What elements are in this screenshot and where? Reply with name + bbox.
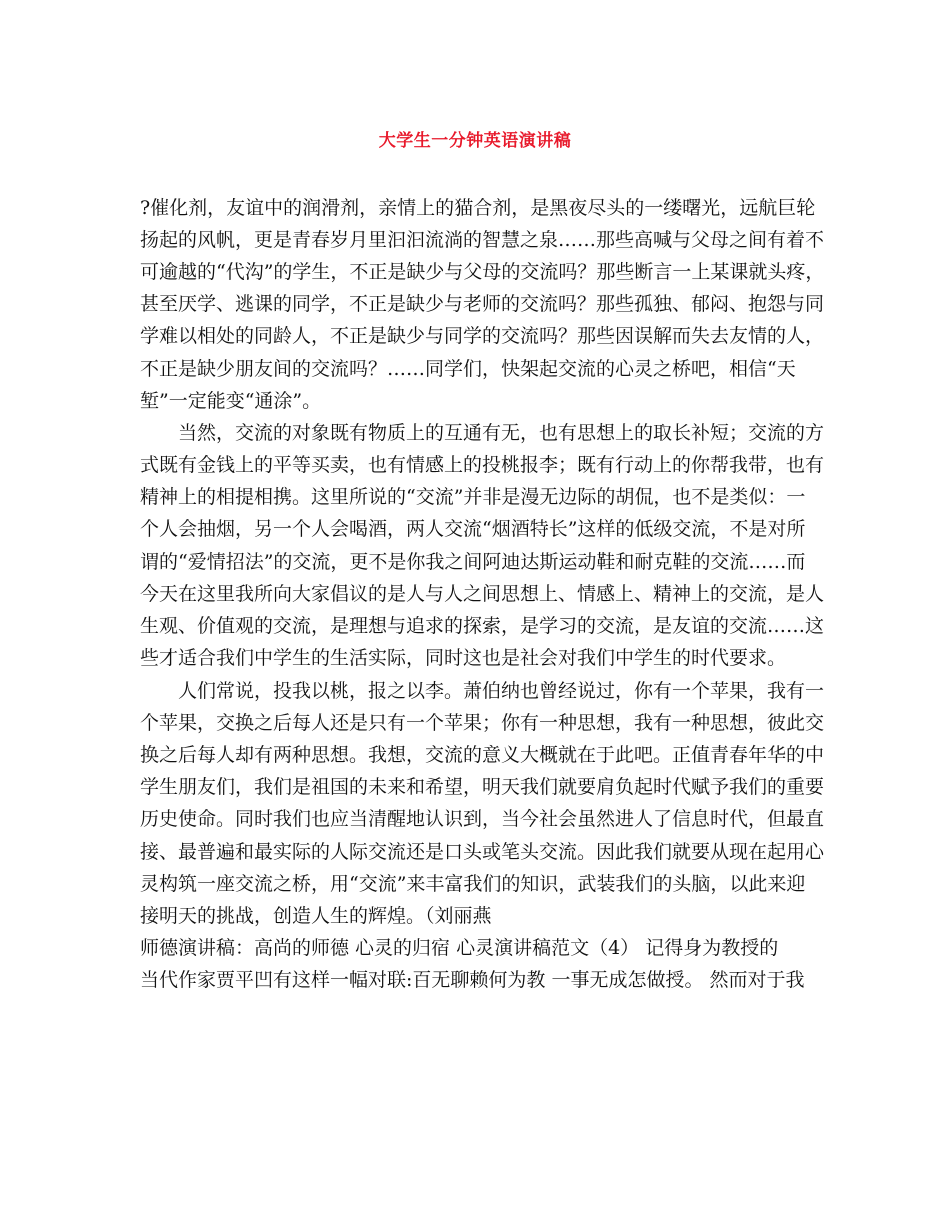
text-line: 人们常说，投我以桃，报之以李。萧伯纳也曾经说过，你有一个苹果，我有一 [140, 680, 825, 702]
text-line: ?催化剂，友谊中的润滑剂，亲情上的猫合剂，是黑夜尽头的一缕曙光，远航巨轮 [140, 197, 816, 219]
text-line: 当代作家贾平凹有这样一幅对联:百无聊赖何为教 一事无成怎做授。 然而对于我 [140, 969, 805, 991]
text-line: 接、最普遍和最实际的人际交流还是口头或笔头交流。因此我们就要从现在起用心 [140, 841, 825, 863]
text-line: 换之后每人却有两种思想。我想，交流的意义大概就在于此吧。正值青春年华的中 [140, 744, 825, 766]
text-line: 接明天的挑战，创造人生的辉煌。（刘丽燕 [140, 905, 492, 927]
text-line: 不正是缺少朋友间的交流吗？……同学们，快架起交流的心灵之桥吧，相信“天 [140, 358, 796, 380]
document-title: 大学生一分钟英语演讲稿 [378, 131, 572, 151]
text-line: 精神上的相提相携。这里所说的“交流”并非是漫无边际的胡侃，也不是类似：一 [140, 486, 806, 508]
text-line: 学生朋友们，我们是祖国的未来和希望，明天我们就要肩负起时代赋予我们的重要 [140, 776, 825, 798]
text-line: 个人会抽烟，另一个人会喝酒，两人交流“烟酒特长”这样的低级交流，不是对所 [140, 518, 806, 540]
text-line: 谓的“爱情招法”的交流，更不是你我之间阿迪达斯运动鞋和耐克鞋的交流……而 [140, 551, 806, 573]
text-line: 历史使命。同时我们也应当清醒地认识到，当今社会虽然进人了信息时代，但最直 [140, 808, 825, 830]
text-line: 堑”一定能变“通涂”。 [140, 390, 322, 412]
text-line: 当然，交流的对象既有物质上的互通有无，也有思想上的取长补短；交流的方 [140, 422, 825, 444]
text-line: 灵构筑一座交流之桥，用“交流”来丰富我们的知识，武装我们的头脑，以此来迎 [140, 873, 806, 895]
text-line: 可逾越的“代沟”的学生，不正是缺少与父母的交流吗？那些断言一上某课就头疼， [140, 261, 825, 283]
text-line: 生观、价值观的交流，是理想与追求的探索，是学习的交流，是友谊的交流……这 [140, 615, 825, 637]
text-line: 扬起的风帆，更是青春岁月里汩汩流淌的智慧之泉……那些高喊与父母之间有着不 [140, 229, 825, 251]
text-line: 今天在这里我所向大家倡议的是人与人之间思想上、情感上、精神上的交流，是人 [140, 583, 825, 605]
text-line: 学难以相处的同龄人，不正是缺少与同学的交流吗？那些因误解而失去友情的人， [140, 325, 825, 347]
text-line: 师德演讲稿：高尚的师德 心灵的归宿 心灵演讲稿范文（4） 记得身为教授的 [140, 937, 779, 959]
text-line: 甚至厌学、逃课的同学，不正是缺少与老师的交流吗？那些孤独、郁闷、抱怨与同 [140, 293, 825, 315]
text-line: 些才适合我们中学生的生活实际，同时这也是社会对我们中学生的时代要求。 [140, 647, 787, 669]
text-line: 个苹果，交换之后每人还是只有一个苹果；你有一种思想，我有一种思想，彼此交 [140, 712, 825, 734]
text-line: 式既有金钱上的平等买卖，也有情感上的投桃报李；既有行动上的你帮我带，也有 [140, 454, 825, 476]
